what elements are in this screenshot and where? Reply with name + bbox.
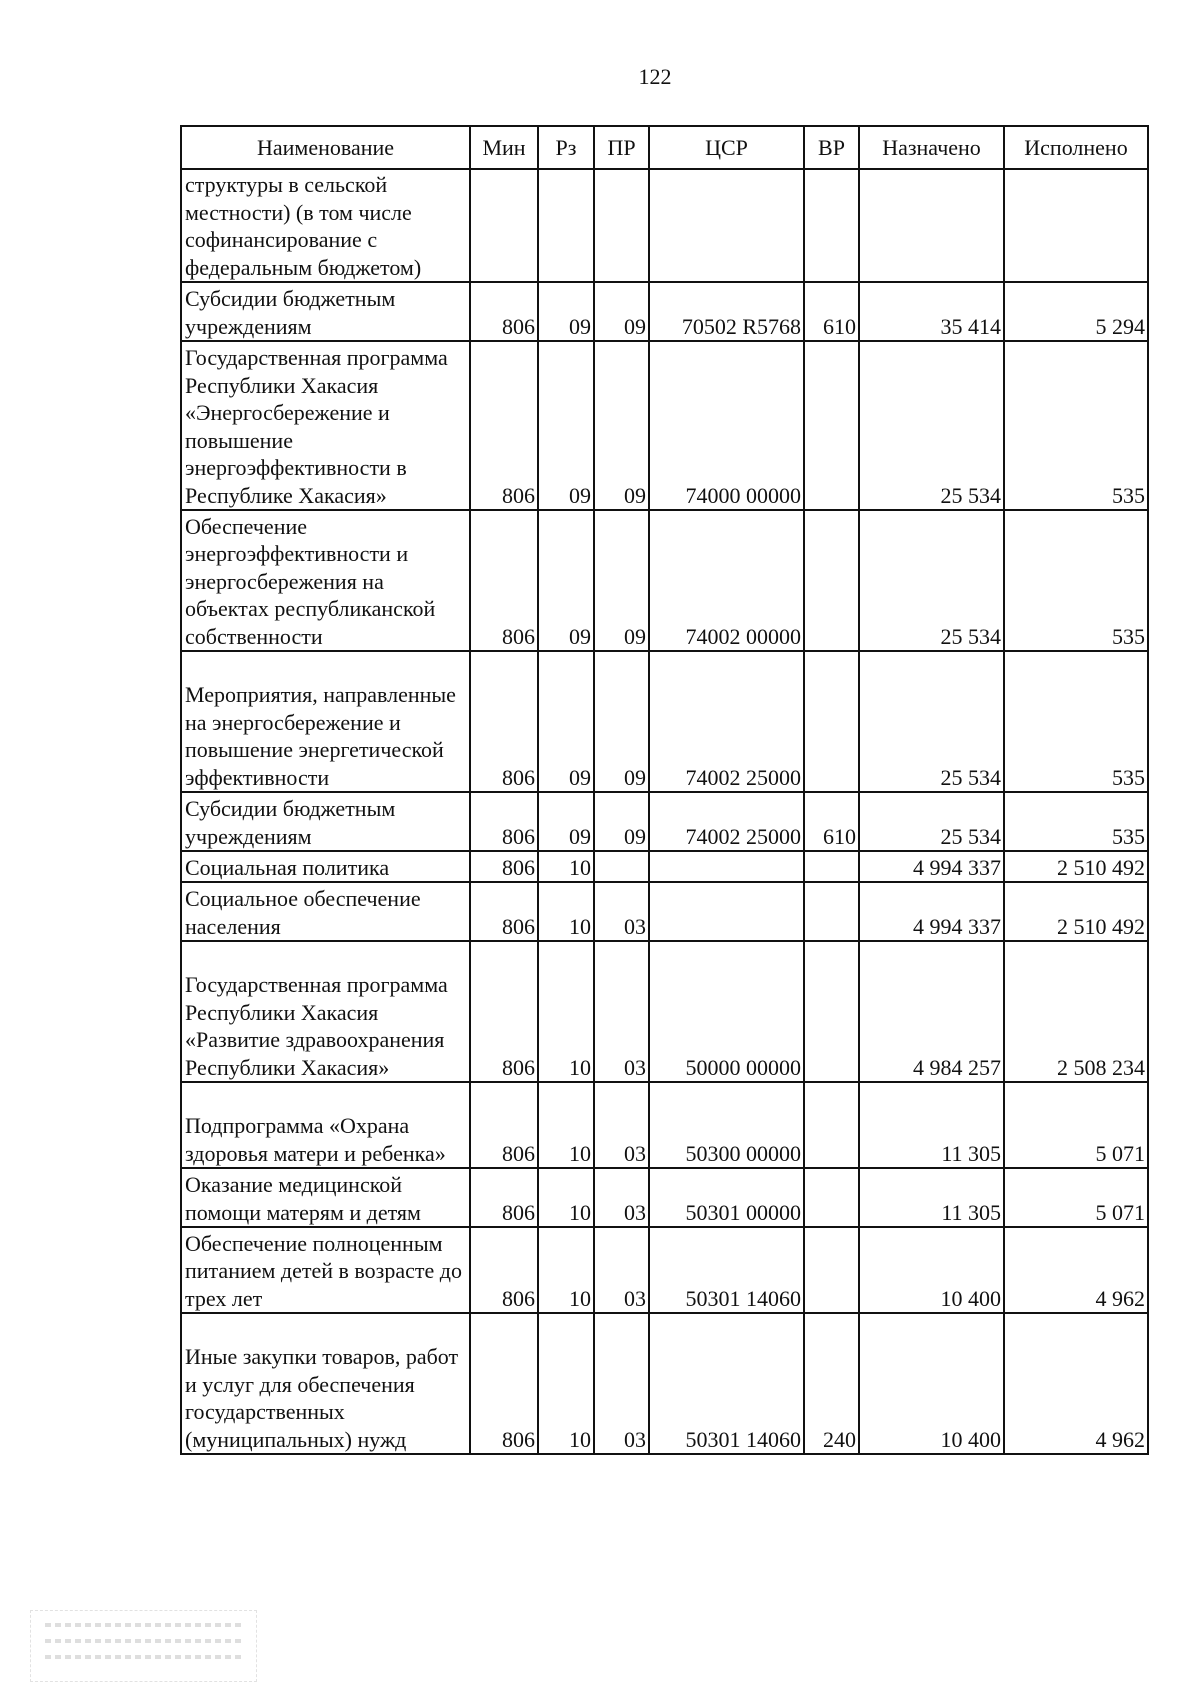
cell-csr: 74000 00000 [649, 341, 804, 510]
header-min: Мин [470, 126, 538, 169]
cell-naznacheno: 11 305 [859, 1082, 1004, 1168]
cell-vr [804, 169, 859, 282]
cell-min: 806 [470, 882, 538, 941]
cell-csr: 50000 00000 [649, 941, 804, 1082]
cell-vr: 610 [804, 282, 859, 341]
cell-ispolneno: 535 [1004, 510, 1148, 651]
header-vr: ВР [804, 126, 859, 169]
cell-naznacheno: 4 994 337 [859, 851, 1004, 882]
cell-vr [804, 1082, 859, 1168]
header-name: Наименование [181, 126, 470, 169]
cell-name: Мероприятия, направленные на энергосбережение и повышение энергетической эффективности [181, 651, 470, 792]
cell-name: Обеспечение энергоэффективности и энергосбережения на объектах республиканской собственности [181, 510, 470, 651]
page-number: 122 [638, 64, 672, 89]
cell-pr: 09 [594, 282, 649, 341]
cell-rz: 10 [538, 882, 594, 941]
table-header-row [181, 126, 1148, 169]
cell-pr: 03 [594, 1082, 649, 1168]
faded-stamp-image [30, 1610, 257, 1682]
cell-vr [804, 1168, 859, 1227]
table-row [181, 169, 1148, 282]
cell-name: Государственная программа Республики Хакасия «Развитие здравоохранения Республики Хакасия» [181, 941, 470, 1082]
cell-min: 806 [470, 510, 538, 651]
table-row [181, 282, 1148, 341]
cell-rz: 09 [538, 510, 594, 651]
cell-naznacheno: 10 400 [859, 1227, 1004, 1313]
cell-ispolneno: 4 962 [1004, 1313, 1148, 1454]
cell-csr [649, 851, 804, 882]
cell-ispolneno: 535 [1004, 651, 1148, 792]
cell-ispolneno: 2 510 492 [1004, 882, 1148, 941]
cell-min [470, 169, 538, 282]
table-row [181, 851, 1148, 882]
cell-ispolneno: 5 071 [1004, 1168, 1148, 1227]
cell-csr [649, 882, 804, 941]
header-csr: ЦСР [649, 126, 804, 169]
cell-naznacheno: 11 305 [859, 1168, 1004, 1227]
cell-vr: 610 [804, 792, 859, 851]
table-row [181, 651, 1148, 792]
cell-min: 806 [470, 851, 538, 882]
table-row [181, 1168, 1148, 1227]
cell-min: 806 [470, 1227, 538, 1313]
cell-pr [594, 169, 649, 282]
cell-vr: 240 [804, 1313, 859, 1454]
cell-csr [649, 169, 804, 282]
cell-naznacheno: 25 534 [859, 792, 1004, 851]
cell-naznacheno: 25 534 [859, 510, 1004, 651]
cell-naznacheno: 25 534 [859, 341, 1004, 510]
cell-ispolneno: 4 962 [1004, 1227, 1148, 1313]
cell-min: 806 [470, 941, 538, 1082]
cell-rz: 10 [538, 941, 594, 1082]
cell-naznacheno: 25 534 [859, 651, 1004, 792]
cell-ispolneno: 5 071 [1004, 1082, 1148, 1168]
cell-rz: 09 [538, 282, 594, 341]
table-row [181, 792, 1148, 851]
cell-name: Социальное обеспечение населения [181, 882, 470, 941]
cell-pr: 03 [594, 1227, 649, 1313]
cell-ispolneno: 2 508 234 [1004, 941, 1148, 1082]
cell-csr: 50301 00000 [649, 1168, 804, 1227]
cell-csr: 74002 25000 [649, 651, 804, 792]
cell-name: Подпрограмма «Охрана здоровья матери и ребенка» [181, 1082, 470, 1168]
cell-rz: 10 [538, 1082, 594, 1168]
header-naznacheno: Назначено [859, 126, 1004, 169]
cell-name: Социальная политика [181, 851, 470, 882]
cell-pr: 03 [594, 1168, 649, 1227]
cell-csr: 70502 R5768 [649, 282, 804, 341]
cell-vr [804, 882, 859, 941]
cell-min: 806 [470, 341, 538, 510]
cell-pr: 09 [594, 651, 649, 792]
cell-min: 806 [470, 282, 538, 341]
cell-naznacheno: 35 414 [859, 282, 1004, 341]
cell-naznacheno: 4 994 337 [859, 882, 1004, 941]
header-rz: Рз [538, 126, 594, 169]
cell-pr: 09 [594, 341, 649, 510]
cell-rz: 10 [538, 1227, 594, 1313]
cell-min: 806 [470, 792, 538, 851]
cell-pr [594, 851, 649, 882]
budget-table [180, 125, 1149, 1455]
cell-min: 806 [470, 1313, 538, 1454]
cell-naznacheno: 10 400 [859, 1313, 1004, 1454]
cell-pr: 03 [594, 941, 649, 1082]
table-row [181, 341, 1148, 510]
cell-pr: 03 [594, 882, 649, 941]
cell-ispolneno: 2 510 492 [1004, 851, 1148, 882]
cell-rz [538, 169, 594, 282]
cell-ispolneno: 535 [1004, 792, 1148, 851]
cell-ispolneno: 5 294 [1004, 282, 1148, 341]
table-row [181, 1227, 1148, 1313]
cell-rz: 09 [538, 651, 594, 792]
cell-pr: 03 [594, 1313, 649, 1454]
cell-rz: 09 [538, 792, 594, 851]
cell-ispolneno: 535 [1004, 341, 1148, 510]
cell-rz: 10 [538, 851, 594, 882]
cell-min: 806 [470, 1082, 538, 1168]
cell-naznacheno [859, 169, 1004, 282]
cell-csr: 50300 00000 [649, 1082, 804, 1168]
cell-name: Оказание медицинской помощи матерям и детям [181, 1168, 470, 1227]
table-row [181, 510, 1148, 651]
cell-name: структуры в сельской местности) (в том числе софинансирование с федеральным бюджетом) [181, 169, 470, 282]
cell-csr: 74002 25000 [649, 792, 804, 851]
cell-name: Государственная программа Республики Хакасия «Энергосбережение и повышение энергоэффективности в Республике Хакасия» [181, 341, 470, 510]
table-row [181, 1313, 1148, 1454]
cell-name: Обеспечение полноценным питанием детей в возрасте до трех лет [181, 1227, 470, 1313]
cell-vr [804, 651, 859, 792]
cell-pr: 09 [594, 792, 649, 851]
cell-pr: 09 [594, 510, 649, 651]
cell-rz: 09 [538, 341, 594, 510]
table-row [181, 882, 1148, 941]
cell-min: 806 [470, 651, 538, 792]
cell-vr [804, 851, 859, 882]
cell-min: 806 [470, 1168, 538, 1227]
cell-naznacheno: 4 984 257 [859, 941, 1004, 1082]
table-row [181, 941, 1148, 1082]
cell-csr: 50301 14060 [649, 1227, 804, 1313]
cell-csr: 50301 14060 [649, 1313, 804, 1454]
cell-name: Иные закупки товаров, работ и услуг для обеспечения государственных (муниципальных) нужд [181, 1313, 470, 1454]
table-row [181, 1082, 1148, 1168]
cell-vr [804, 510, 859, 651]
cell-name: Субсидии бюджетным учреждениям [181, 282, 470, 341]
header-pr: ПР [594, 126, 649, 169]
cell-rz: 10 [538, 1168, 594, 1227]
header-ispolneno: Исполнено [1004, 126, 1148, 169]
cell-csr: 74002 00000 [649, 510, 804, 651]
cell-vr [804, 941, 859, 1082]
cell-vr [804, 341, 859, 510]
cell-name: Субсидии бюджетным учреждениям [181, 792, 470, 851]
cell-ispolneno [1004, 169, 1148, 282]
cell-vr [804, 1227, 859, 1313]
cell-rz: 10 [538, 1313, 594, 1454]
